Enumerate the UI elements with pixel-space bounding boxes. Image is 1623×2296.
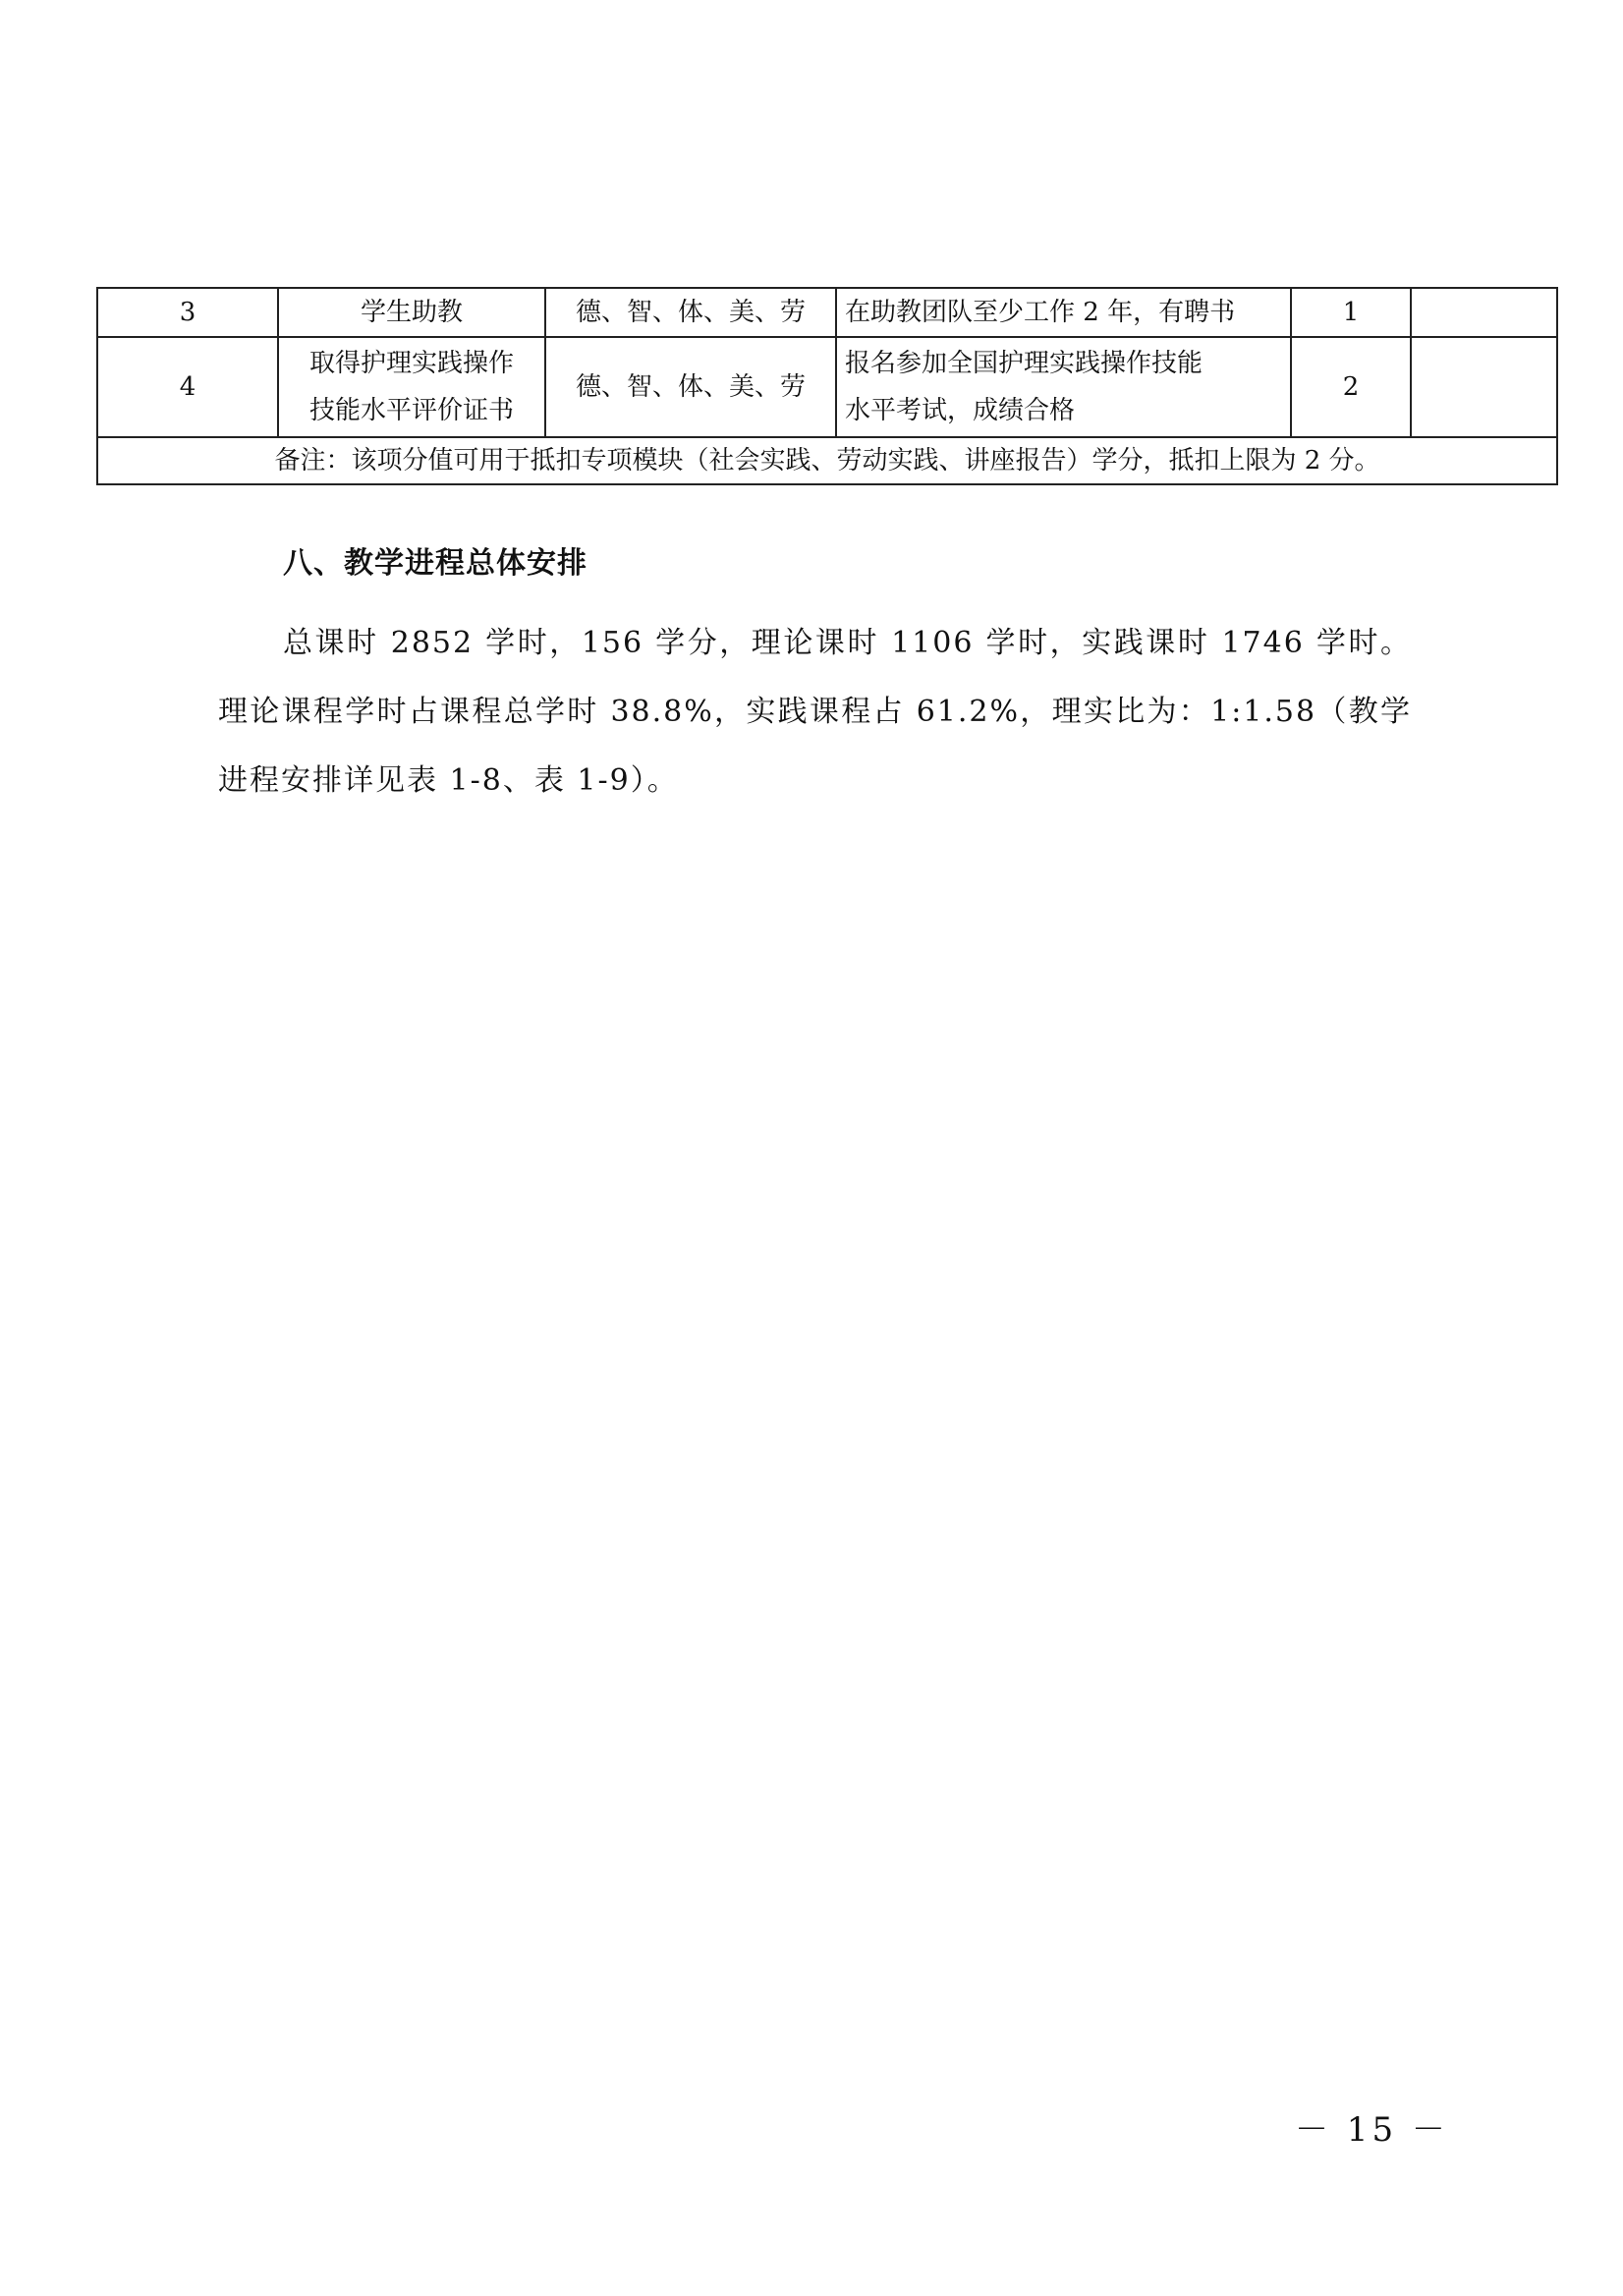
requirement xyxy=(836,337,1291,437)
item-name xyxy=(278,288,545,337)
section-heading: 八、教学进程总体安排 xyxy=(283,546,588,581)
credit-table xyxy=(96,287,1558,485)
item-name-line: 技能水平评价证书 xyxy=(308,396,514,425)
requirement-line: 在助教团队至少工作 2 年，有聘书 xyxy=(845,298,1236,327)
credit-value: 2 xyxy=(1291,337,1411,437)
education-domain: 德、智、体、美、劳 xyxy=(545,337,836,437)
item-name xyxy=(278,337,545,437)
table-note: 备注：该项分值可用于抵扣专项模块（社会实践、劳动实践、讲座报告）学分，抵扣上限为 2 分。 xyxy=(97,437,1557,484)
requirement-line: 报名参加全国护理实践操作技能 xyxy=(845,349,1203,378)
credit-value: 1 xyxy=(1291,288,1411,337)
empty-cell xyxy=(1411,337,1557,437)
table-row xyxy=(97,288,1557,337)
row-number: 3 xyxy=(97,288,278,337)
empty-cell xyxy=(1411,288,1557,337)
requirement xyxy=(836,288,1291,337)
table-row xyxy=(97,337,1557,437)
education-domain: 德、智、体、美、劳 xyxy=(545,288,836,337)
requirement-line: 水平考试，成绩合格 xyxy=(845,396,1076,425)
item-name-line: 取得护理实践操作 xyxy=(308,349,514,378)
row-number: 4 xyxy=(97,337,278,437)
page-number: － 15 － xyxy=(1295,2110,1449,2150)
item-name-line: 学生助教 xyxy=(360,298,463,327)
table-note-row xyxy=(97,437,1557,484)
section-paragraph: 总课时 2852 学时，156 学分，理论课时 1106 学时，实践课时 1746 学时。理论课程学时占课程总学时 38.8%，实践课程占 61.2%，理实比为：1:1.58（教学进程安排详见表 1-8、表 1-9）。 xyxy=(218,626,1412,798)
